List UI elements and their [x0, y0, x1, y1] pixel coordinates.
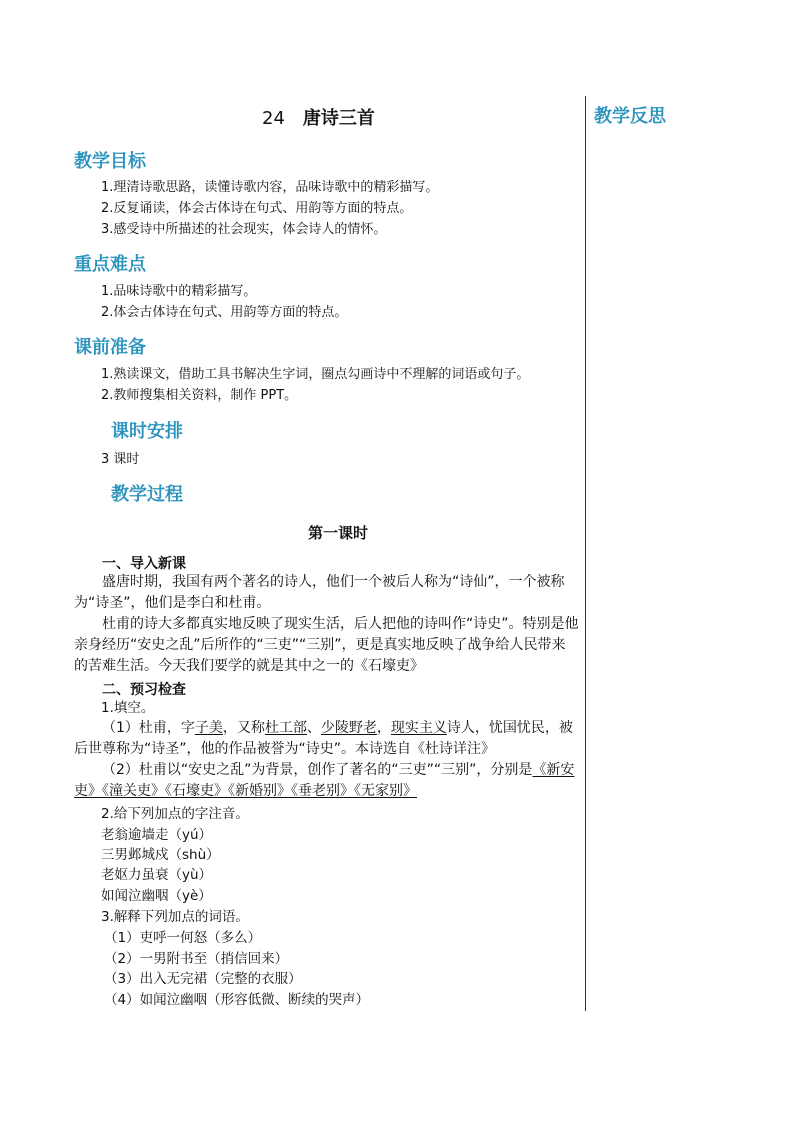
lesson-title-first: 第一课时 — [308, 524, 369, 542]
answer-blank: 子美 — [194, 720, 223, 736]
goal-item: 3.感受诗中所描述的社会现实，体会诗人的情怀。 — [101, 222, 387, 237]
check-heading: 二、预习检查 — [102, 682, 186, 698]
fill-title: 1.填空。 — [101, 700, 155, 716]
phonetic-item: 老妪力虽衰（yù） — [101, 867, 213, 883]
phonetic-item: 老翁逾墙走（yú） — [101, 827, 213, 843]
intro-heading: 一、导入新课 — [102, 556, 186, 572]
prep-item: 1.熟读课文，借助工具书解决生字词，圈点勾画诗中不理解的词语或句子。 — [101, 367, 530, 382]
lesson-number: 24 — [262, 108, 285, 129]
goal-item: 1.理清诗歌思路，读懂诗歌内容，品味诗歌中的精彩描写。 — [101, 180, 439, 195]
goals-heading: 教学目标 — [74, 151, 146, 172]
prep-item: 2.教师搜集相关资料，制作 PPT。 — [101, 388, 298, 403]
answer-blank: 《潼关吏》 — [102, 783, 165, 799]
page-title — [262, 104, 375, 130]
answer-blank: 杜工部 — [264, 720, 307, 736]
keypoint-item: 2.体会古体诗在句式、用韵等方面的特点。 — [101, 305, 348, 320]
fill-question-1: （1）杜甫，字子美，又称杜工部、少陵野老，现实主义诗人，忧国忧民，被后世尊称为“诗圣”，他的作品被誉为“诗史”。本诗选自《杜诗详注》 — [74, 720, 573, 757]
phonetic-item: 三男邺城戍（shù） — [101, 847, 220, 863]
process-heading: 教学过程 — [111, 484, 183, 505]
reflection-heading: 教学反思 — [594, 106, 666, 127]
intro-paragraph-2: 杜甫的诗大多都真实地反映了现实生活，后人把他的诗叫作“诗史”。特别是他亲身经历“安史之乱”后所作的“三吏”“三别”，更是真实地反映了战争给人民带来的苦难生活。今天我们要学的就是其中之一的《石壕吏》 — [74, 616, 579, 674]
explain-item: （2）一男附书至（捎信回来） — [104, 951, 289, 967]
keypoints-heading: 重点难点 — [74, 254, 146, 275]
answer-blank: 现实主义 — [390, 720, 447, 736]
goal-item: 2.反复诵读，体会古体诗在句式、用韵等方面的特点。 — [101, 201, 413, 216]
intro-paragraph-1: 盛唐时期，我国有两个著名的诗人，他们一个被后人称为“诗仙”，一个被称为“诗圣”，他们是李白和杜甫。 — [74, 574, 565, 611]
answer-blank: 《垂老别》 — [291, 783, 354, 799]
schedule-heading: 课时安排 — [111, 421, 183, 442]
answer-blank: 《新安吏》 — [74, 762, 575, 799]
lesson-title: 唐诗三首 — [302, 108, 375, 129]
explain-item: （3）出入无完裙（完整的衣服） — [104, 971, 302, 987]
answer-blank: 《新婚别》 — [228, 783, 291, 799]
answer-blank: 《无家别》 — [354, 783, 417, 799]
explain-item: （1）吏呼一何怒（多么） — [104, 930, 262, 946]
answer-blank: 《石壕吏》 — [165, 783, 228, 799]
keypoint-item: 1.品味诗歌中的精彩描写。 — [101, 284, 257, 299]
column-divider — [585, 96, 586, 1011]
fill-question-2: （2）杜甫以“安史之乱”为背景，创作了著名的“三吏”“三别”，分别是《新安吏》《潼关吏》《石壕吏》《新婚别》《垂老别》《无家别》 — [74, 762, 575, 799]
prep-heading: 课前准备 — [74, 337, 146, 358]
phonetic-title: 2.给下列加点的字注音。 — [101, 806, 249, 822]
explain-title: 3.解释下列加点的词语。 — [101, 909, 249, 925]
schedule-text: 3 课时 — [101, 452, 140, 467]
answer-blank: 少陵野老 — [320, 720, 377, 736]
phonetic-item: 如闻泣幽咽（yè） — [101, 888, 212, 904]
explain-item: （4）如闻泣幽咽（形容低微、断续的哭声） — [104, 992, 370, 1008]
